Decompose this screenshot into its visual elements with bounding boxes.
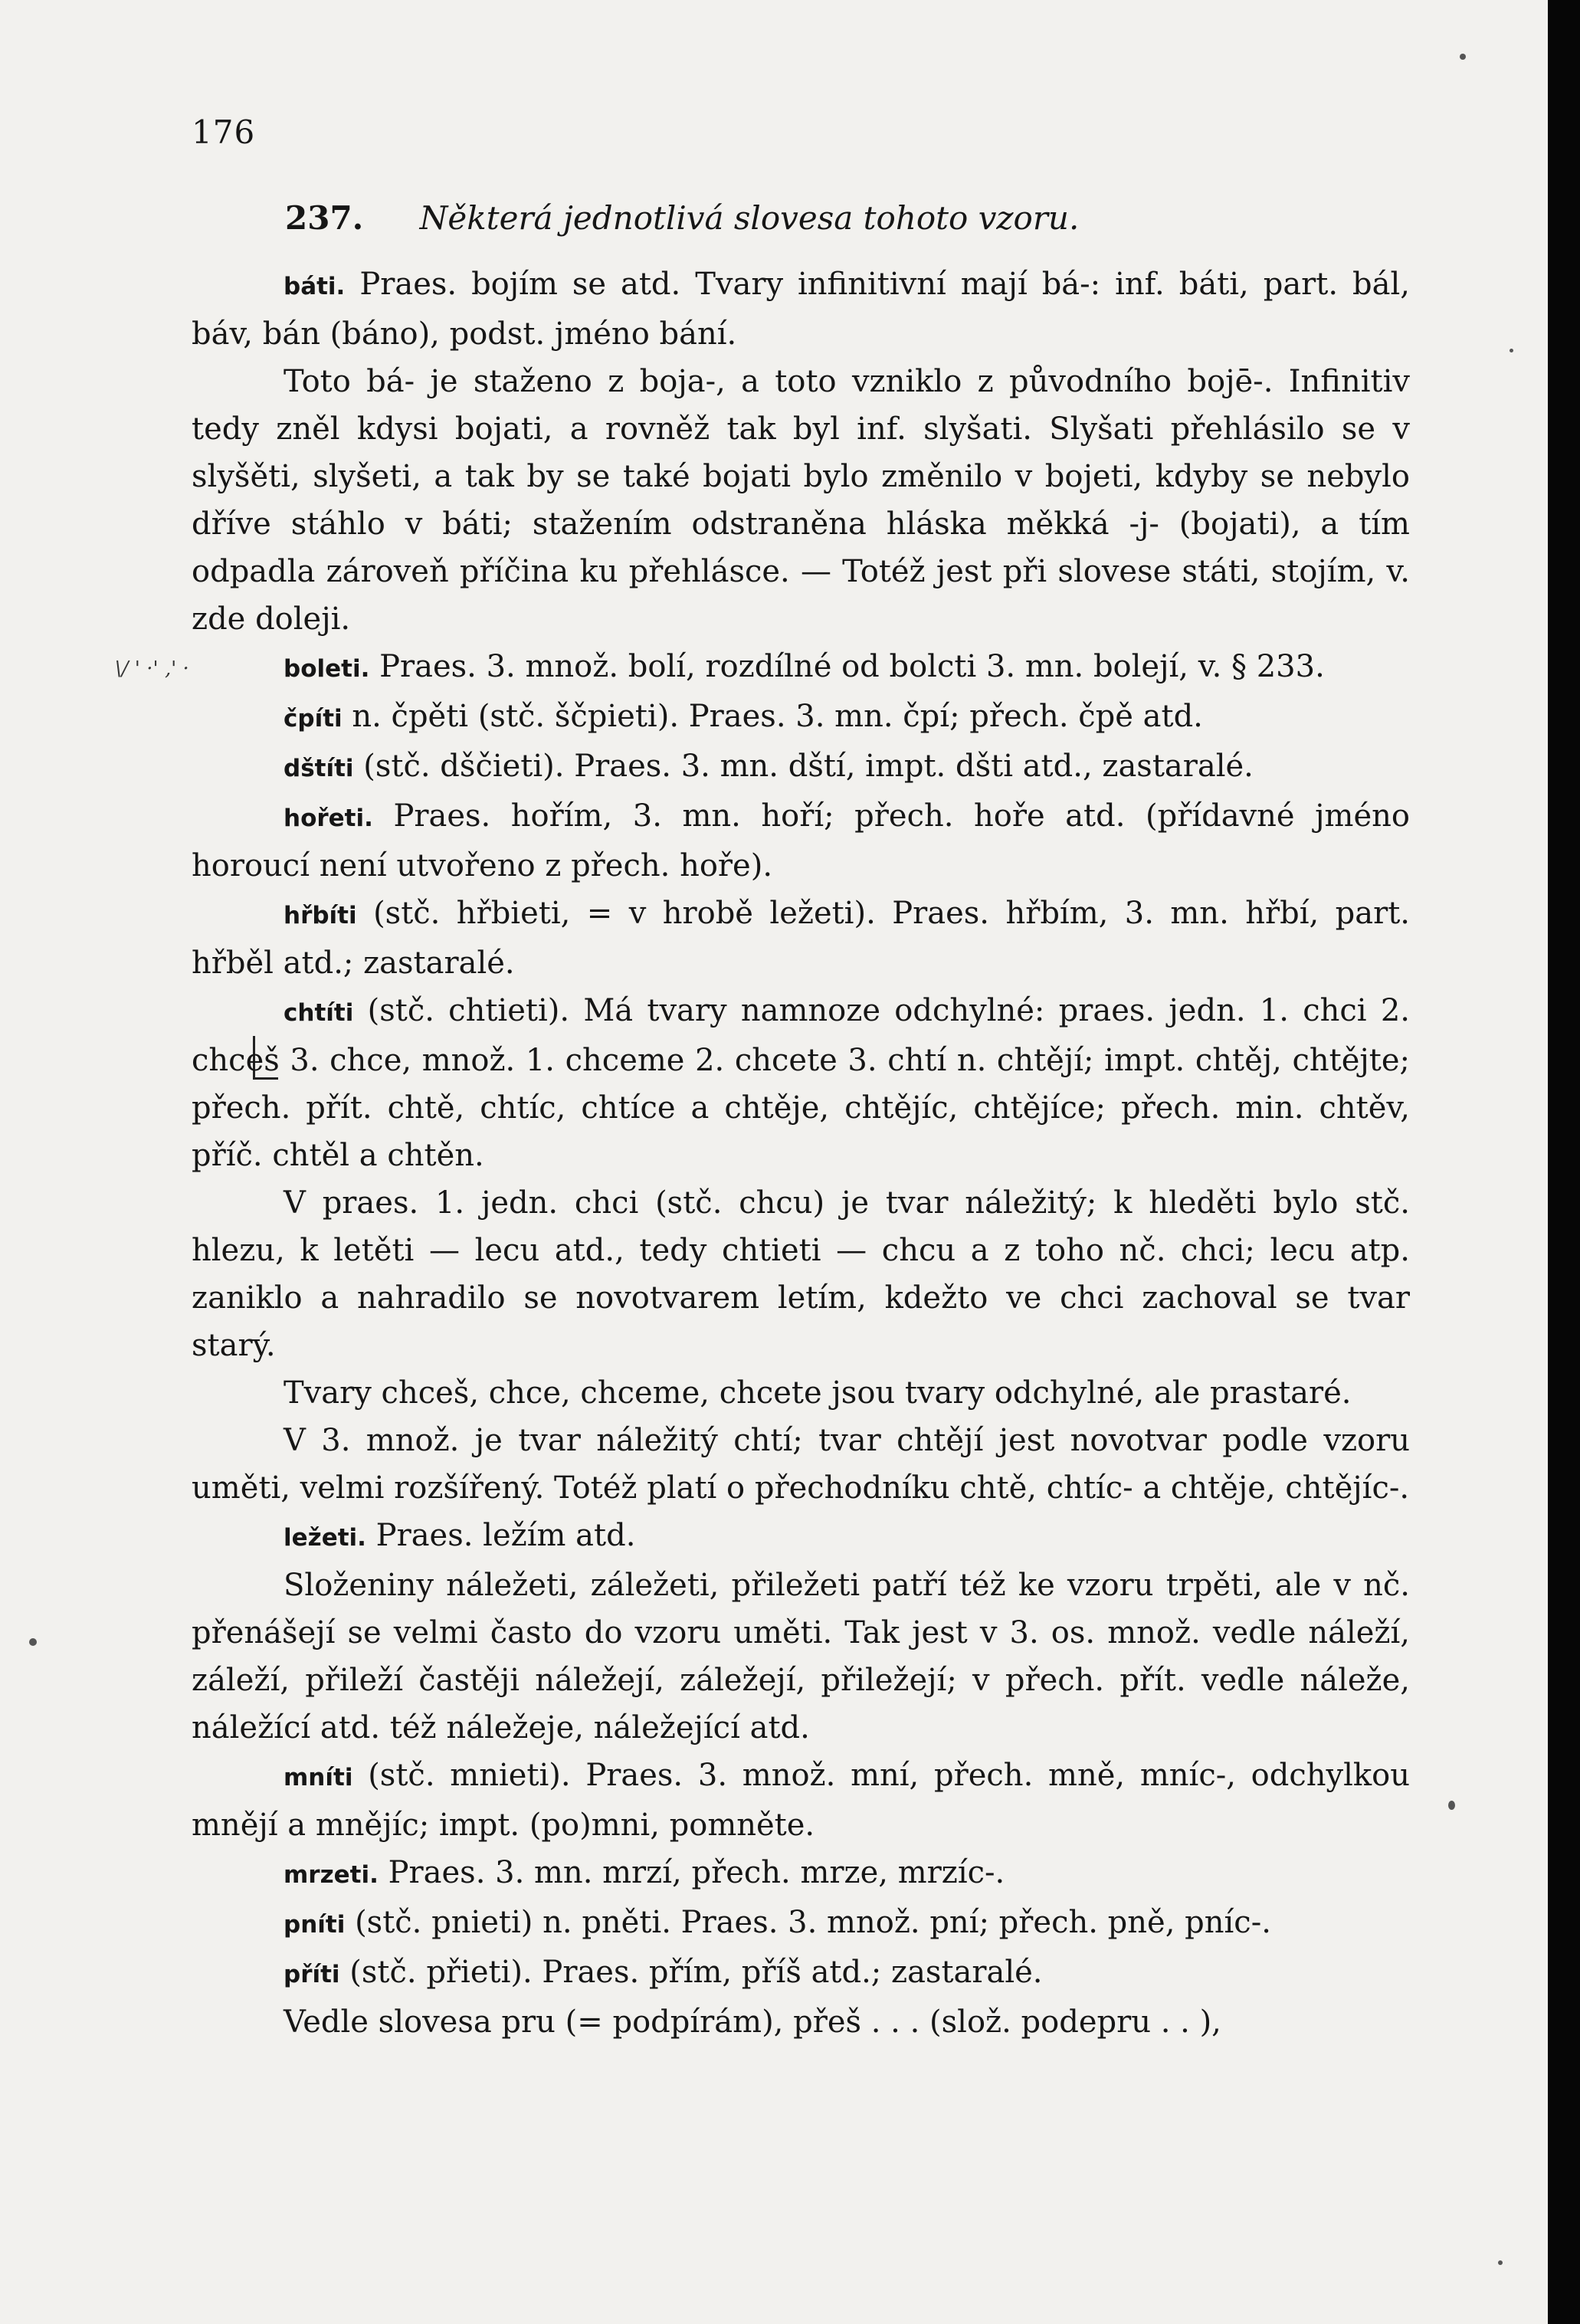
entry — [192, 792, 1410, 890]
headword: hřbíti — [284, 902, 357, 929]
section-title: Některá jednotlivá slovesa tohoto vzoru. — [419, 199, 1080, 237]
headword: pníti — [284, 1911, 346, 1939]
entry — [192, 890, 1410, 987]
headword: báti. — [284, 273, 346, 300]
body-text — [192, 261, 1410, 2046]
entry-text: (stč. pnieti) n. pněti. Praes. 3. množ. pní; přech. pně, pníc-. — [355, 1905, 1271, 1940]
entry — [192, 261, 1410, 358]
entry-text: (stč. mnieti). Praes. 3. množ. mní, přech. mně, mníc-, odchylkou mnějí a mnějíc; impt. (po)mni, pomněte. — [192, 1758, 1411, 1843]
headword: mrzeti. — [284, 1861, 379, 1889]
scan-speck — [1448, 1801, 1455, 1810]
scan-speck — [29, 1638, 37, 1646]
entry-text: V praes. 1. jedn. chci (stč. chcu) je tvar náležitý; k hleděti bylo stč. hlezu, k letěti — lecu atd., tedy chtieti — chcu a z toho nč. chci; lecu atp. zaniklo a nahradilo se novotvarem letím, kdežto ve chci zachoval se tvar starý. — [192, 1185, 1410, 1363]
entry-text: Praes. 3. mn. mrzí, přech. mrze, mrzíc-. — [388, 1855, 1005, 1890]
entry — [192, 987, 1410, 1179]
headword: mníti — [284, 1764, 353, 1791]
entry-text: n. čpěti (stč. ščpieti). Praes. 3. mn. čpí; přech. čpě atd. — [352, 699, 1203, 734]
entry-text: Praes. hořím, 3. mn. hoří; přech. hoře atd. (přídavné jméno horoucí není utvořeno z přech. hoře). — [192, 798, 1410, 883]
entry-text: Praes. bojím se atd. Tvary infinitivní mají bá-: inf. báti, part. bál, báv, bán (báno), podst. jméno bání. — [192, 267, 1410, 352]
entry-text: Složeniny náležeti, záležeti, přiležeti patří též ke vzoru trpěti, ale v nč. přenášejí se velmi často do vzoru uměti. Tak jest v 3. os. množ. vedle náleží, záleží, přileží častěji náležejí, záležejí, přiležejí; v přech. přít. vedle náleže, náležící atd. též náležeje, náležející atd. — [192, 1568, 1410, 1745]
headword: dštíti — [284, 755, 354, 782]
entry — [192, 1369, 1410, 1417]
entry-text: Tvary chceš, chce, chceme, chcete jsou tvary odchylné, ale prastaré. — [284, 1375, 1352, 1411]
entry — [192, 643, 1410, 693]
entry — [192, 1752, 1410, 1849]
headword: hořeti. — [284, 805, 373, 832]
entry-text: (stč. dščieti). Praes. 3. mn. dští, impt. dšti atd., zastaralé. — [363, 749, 1254, 784]
entry — [192, 1417, 1410, 1512]
entry-text: Praes. ležím atd. — [375, 1518, 636, 1553]
entry — [192, 358, 1410, 643]
entry — [192, 1562, 1410, 1752]
entry — [192, 1899, 1410, 1949]
headword: příti — [284, 1961, 340, 1988]
scan-speck — [1498, 2260, 1503, 2265]
entry — [192, 1998, 1410, 2046]
scan-speck — [1510, 349, 1513, 352]
entry-text: Toto bá- je staženo z boja-, a toto vzniklo z původního bojē-. Infinitiv tedy zněl kdysi bojati, a rovněž tak byl inf. slyšati. Slyšati přehlásilo se v slyšěti, slyšeti, a tak by se také bojati bylo změnilo v bojeti, kdyby se nebylo dříve stáhlo v báti; stažením odstraněna hláska měkká -j- (bojati), a tím odpadla zároveň příčina ku přehlásce. — Totéž jest při slovese státi, stojím, v. zde doleji. — [192, 364, 1410, 637]
entry — [192, 1949, 1410, 1998]
section-heading — [285, 199, 1079, 237]
entry-text: V 3. množ. je tvar náležitý chtí; tvar chtějí jest novotvar podle vzoru uměti, velmi rozšířený. Totéž platí o přechodníku chtě, chtíc- a chtěje, chtějíc-. — [192, 1423, 1410, 1506]
headword: chtíti — [284, 999, 354, 1027]
entry — [192, 1849, 1410, 1899]
entry — [192, 742, 1410, 792]
section-number: 237. — [285, 199, 364, 237]
margin-handwritten-note: \/ ' ·' ‚' · — [115, 657, 189, 680]
scan-border — [1548, 0, 1580, 2324]
entry-text: (stč. přieti). Praes. přím, příš atd.; zastaralé. — [349, 1955, 1043, 1990]
entry-text: Vedle slovesa pru (= podpírám), přeš . . . (slož. podepru . . ), — [284, 2004, 1221, 2040]
entry — [192, 1512, 1410, 1562]
scan-speck — [1460, 54, 1466, 60]
headword: ležeti. — [284, 1524, 366, 1552]
entry — [192, 693, 1410, 742]
entry-text: (stč. hřbieti, = v hrobě ležeti). Praes. hřbím, 3. mn. hřbí, part. hřběl atd.; zastaralé. — [192, 896, 1410, 981]
page-number: 176 — [192, 113, 256, 151]
entry — [192, 1179, 1410, 1369]
headword: čpíti — [284, 705, 343, 733]
entry-text: (stč. chtieti). Má tvary namnoze odchylné: praes. jedn. 1. chci 2. chceš 3. chce, množ. 1. chceme 2. chcete 3. chtí n. chtějí; impt. chtěj, chtějte; přech. přít. chtě, chtíc, chtíce a chtěje, chtějíc, chtějíce; přech. min. chtěv, příč. chtěl a chtěn. — [192, 993, 1410, 1173]
headword: boleti. — [284, 655, 370, 683]
entry-text: Praes. 3. množ. bolí, rozdílné od bolcti 3. mn. bolejí, v. § 233. — [379, 649, 1325, 684]
